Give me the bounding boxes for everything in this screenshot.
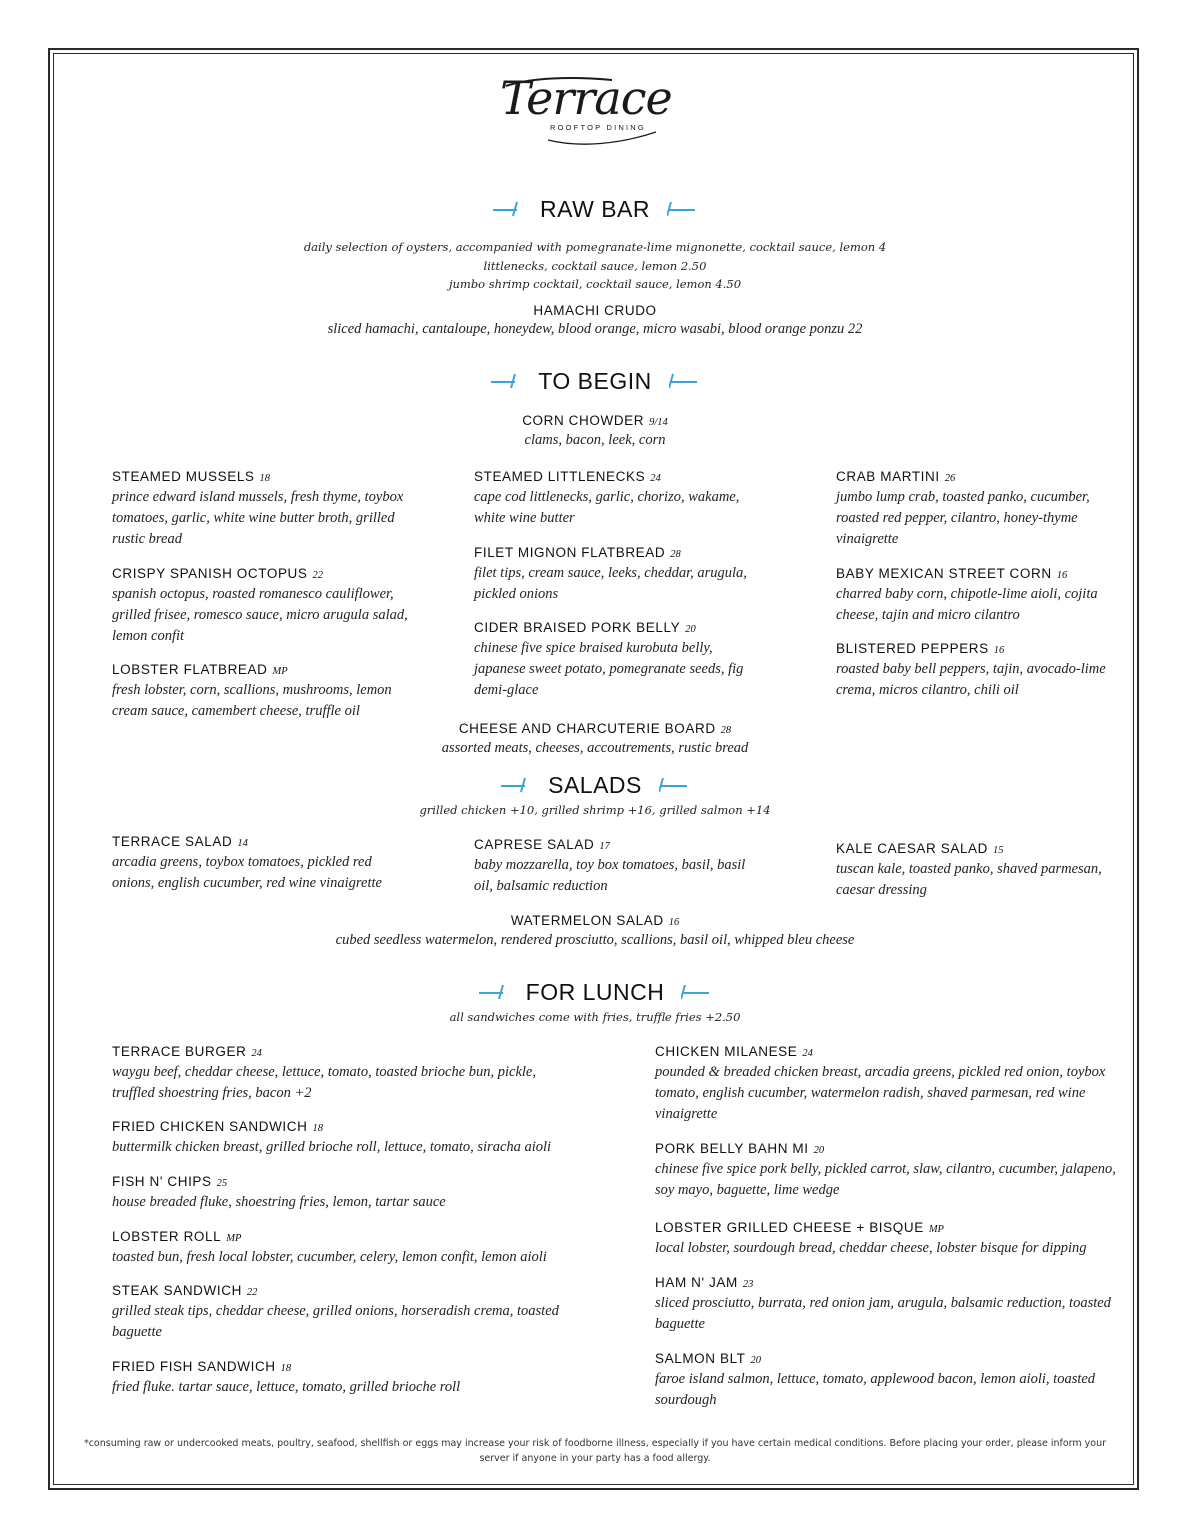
item-desc: prince edward island mussels, fresh thyme, toybox tomatoes, garlic, white wine butter broth, grilled rustic bread bbox=[112, 489, 404, 547]
item-desc: charred baby corn, chipotle-lime aioli, cojita cheese, tajin and micro cilantro bbox=[836, 586, 1098, 623]
heading-left-dash-icon bbox=[491, 373, 521, 389]
item-name: FRIED FISH SANDWICH bbox=[112, 1359, 276, 1374]
salads-heading bbox=[0, 772, 1190, 799]
corn-chowder-title bbox=[0, 413, 1190, 428]
item-price: 23 bbox=[742, 1279, 754, 1290]
item-desc: spanish octopus, roasted romanesco cauliflower, grilled frisee, romesco sauce, micro arugula salad, lemon confit bbox=[112, 586, 408, 644]
item-desc: waygu beef, cheddar cheese, lettuce, tomato, toasted brioche bun, pickle, truffled shoestring fries, bacon +2 bbox=[112, 1064, 536, 1101]
lunch-heading bbox=[0, 979, 1190, 1006]
item-name: LOBSTER GRILLED CHEESE + BISQUE bbox=[655, 1220, 924, 1235]
item-price: 20 bbox=[813, 1145, 825, 1156]
item-name: FISH N' CHIPS bbox=[112, 1174, 212, 1189]
menu-item bbox=[655, 1219, 1125, 1259]
item-name: STEAMED MUSSELS bbox=[112, 469, 255, 484]
item-price: 16 bbox=[993, 645, 1005, 656]
salads-note: grilled chicken +10, grilled shrimp +16, grilled salmon +14 bbox=[419, 803, 771, 817]
item-name: KALE CAESAR SALAD bbox=[836, 841, 989, 856]
item-name: CRISPY SPANISH OCTOPUS bbox=[112, 566, 308, 581]
item-name: STEAMED LITTLENECKS bbox=[474, 469, 646, 484]
item-desc: chinese five spice pork belly, pickled carrot, slaw, cilantro, cucumber, jalapeno, soy mayo, baguette, lime wedge bbox=[655, 1161, 1116, 1198]
hamachi-crudo-desc: sliced hamachi, cantaloupe, honeydew, blood orange, micro wasabi, blood orange ponzu 22 bbox=[327, 321, 863, 337]
item-price: 18 bbox=[259, 473, 271, 484]
menu-item bbox=[112, 468, 412, 550]
item-desc: cape cod littlenecks, garlic, chorizo, wakame, white wine butter bbox=[474, 489, 740, 526]
corn-chowder-desc: clams, bacon, leek, corn bbox=[524, 432, 666, 448]
item-name: CORN CHOWDER bbox=[522, 413, 645, 428]
menu-item bbox=[655, 1350, 1125, 1411]
heading-right-dash-icon bbox=[659, 777, 689, 793]
heading-right-dash-icon bbox=[681, 984, 711, 1000]
item-price: 15 bbox=[993, 845, 1004, 856]
item-price: 16 bbox=[668, 917, 680, 928]
menu-item bbox=[474, 619, 764, 701]
item-desc: arcadia greens, toybox tomatoes, pickled red onions, english cucumber, red wine vinaigrette bbox=[112, 854, 382, 891]
item-price: 18 bbox=[312, 1123, 323, 1134]
menu-item bbox=[836, 640, 1108, 701]
raw-bar-line: daily selection of oysters, accompanied with pomegranate-lime mignonette, cocktail sauce, lemon 4 bbox=[303, 240, 887, 254]
item-desc: buttermilk chicken breast, grilled brioche roll, lettuce, tomato, siracha aioli bbox=[112, 1139, 552, 1155]
item-name: BLISTERED PEPPERS bbox=[836, 641, 989, 656]
logo-swash-icon bbox=[500, 70, 670, 150]
charcuterie-desc: assorted meats, cheeses, accoutrements, rustic bread bbox=[441, 740, 749, 756]
menu-item bbox=[655, 1043, 1125, 1125]
item-name: CRAB MARTINI bbox=[836, 469, 940, 484]
heading-right-dash-icon bbox=[667, 201, 697, 217]
menu-item bbox=[836, 468, 1108, 550]
logo-wordmark: Terrace bbox=[500, 71, 672, 125]
item-price: 25 bbox=[216, 1178, 228, 1189]
item-price: 24 bbox=[251, 1048, 262, 1059]
menu-item bbox=[655, 1274, 1125, 1335]
raw-bar-heading bbox=[0, 196, 1190, 223]
item-name: LOBSTER FLATBREAD bbox=[112, 662, 268, 677]
item-desc: filet tips, cream sauce, leeks, cheddar, arugula, pickled onions bbox=[474, 565, 747, 602]
menu-item bbox=[112, 1118, 582, 1158]
item-name: SALMON BLT bbox=[655, 1351, 746, 1366]
terrace-logo bbox=[500, 70, 670, 150]
raw-bar-title: RAW BAR bbox=[540, 196, 650, 222]
item-desc: faroe island salmon, lettuce, tomato, applewood bacon, lemon aioli, toasted sourdough bbox=[655, 1371, 1096, 1408]
item-desc: sliced prosciutto, burrata, red onion jam, arugula, balsamic reduction, toasted baguette bbox=[655, 1295, 1111, 1332]
watermelon-salad-desc: cubed seedless watermelon, rendered prosciutto, scallions, basil oil, whipped bleu cheese bbox=[335, 932, 855, 948]
item-price: 28 bbox=[720, 725, 732, 736]
menu-item bbox=[474, 836, 764, 897]
to-begin-heading bbox=[0, 368, 1190, 395]
heading-right-dash-icon bbox=[669, 373, 699, 389]
item-name: CAPRESE SALAD bbox=[474, 837, 595, 852]
item-name: TERRACE SALAD bbox=[112, 834, 233, 849]
item-desc: roasted baby bell peppers, tajin, avocado-lime crema, micros cilantro, chili oil bbox=[836, 661, 1106, 698]
raw-bar-line: jumbo shrimp cocktail, cocktail sauce, lemon 4.50 bbox=[448, 277, 742, 291]
to-begin-title: TO BEGIN bbox=[538, 368, 652, 394]
menu-item bbox=[112, 661, 412, 722]
item-price: 20 bbox=[750, 1355, 762, 1366]
item-name: WATERMELON SALAD bbox=[510, 913, 664, 928]
item-price: 28 bbox=[670, 549, 681, 560]
item-desc: house breaded fluke, shoestring fries, lemon, tartar sauce bbox=[112, 1194, 446, 1210]
item-desc: toasted bun, fresh local lobster, cucumber, celery, lemon confit, lemon aioli bbox=[112, 1249, 547, 1265]
item-name: HAM N' JAM bbox=[655, 1275, 738, 1290]
watermelon-salad-title bbox=[0, 913, 1190, 928]
item-price: 18 bbox=[280, 1363, 292, 1374]
item-price: 20 bbox=[685, 624, 696, 635]
menu-item bbox=[655, 1140, 1125, 1201]
heading-left-dash-icon bbox=[479, 984, 509, 1000]
lunch-note: all sandwiches come with fries, truffle fries +2.50 bbox=[449, 1010, 741, 1024]
menu-item bbox=[112, 1173, 582, 1213]
item-price: MP bbox=[226, 1233, 242, 1244]
item-desc: grilled steak tips, cheddar cheese, grilled onions, horseradish crema, toasted baguette bbox=[112, 1303, 559, 1340]
logo-subtitle: ROOFTOP DINING bbox=[550, 123, 646, 132]
item-desc: jumbo lump crab, toasted panko, cucumber, roasted red pepper, cilantro, honey-thyme vinaigrette bbox=[836, 489, 1090, 547]
menu-item bbox=[474, 544, 764, 605]
item-name: BABY MEXICAN STREET CORN bbox=[836, 566, 1052, 581]
item-price: 22 bbox=[246, 1287, 258, 1298]
heading-left-dash-icon bbox=[501, 777, 531, 793]
item-desc: baby mozzarella, toy box tomatoes, basil, basil oil, balsamic reduction bbox=[474, 857, 746, 894]
item-price: 24 bbox=[650, 473, 661, 484]
item-name: STEAK SANDWICH bbox=[112, 1283, 242, 1298]
item-desc: fresh lobster, corn, scallions, mushrooms, lemon cream sauce, camembert cheese, truffle oil bbox=[112, 682, 392, 719]
item-desc: chinese five spice braised kurobuta belly, japanese sweet potato, pomegranate seeds, fig demi-glace bbox=[474, 640, 744, 698]
allergy-disclaimer: *consuming raw or undercooked meats, poultry, seafood, shellfish or eggs may increase your risk of foodborne illness, especially if you have certain medical conditions. Before placing your order, please inform your server if anyone in your party has a food allergy. bbox=[83, 1438, 1107, 1464]
menu-item bbox=[112, 1228, 582, 1268]
item-desc: tuscan kale, toasted panko, shaved parmesan, caesar dressing bbox=[836, 861, 1102, 898]
raw-bar-line: littlenecks, cocktail sauce, lemon 2.50 bbox=[483, 259, 707, 273]
lunch-title: FOR LUNCH bbox=[525, 979, 665, 1005]
item-price: 26 bbox=[944, 473, 956, 484]
item-name: FILET MIGNON FLATBREAD bbox=[474, 545, 666, 560]
item-price: MP bbox=[272, 666, 288, 677]
item-desc: fried fluke. tartar sauce, lettuce, tomato, grilled brioche roll bbox=[112, 1379, 461, 1395]
item-name: CHEESE AND CHARCUTERIE BOARD bbox=[458, 721, 716, 736]
item-name: CIDER BRAISED PORK BELLY bbox=[474, 620, 681, 635]
item-price: 24 bbox=[802, 1048, 813, 1059]
item-name: PORK BELLY BAHN MI bbox=[655, 1141, 809, 1156]
item-desc: pounded & breaded chicken breast, arcadia greens, pickled red onion, toybox tomato, english cucumber, watermelon radish, shaved parmesan, red wine vinaigrette bbox=[655, 1064, 1106, 1122]
menu-item bbox=[836, 565, 1108, 626]
hamachi-crudo-title: HAMACHI CRUDO bbox=[533, 303, 657, 318]
item-name: FRIED CHICKEN SANDWICH bbox=[112, 1119, 308, 1134]
item-name: CHICKEN MILANESE bbox=[655, 1044, 798, 1059]
menu-item bbox=[112, 565, 412, 647]
item-price: 9/14 bbox=[649, 417, 668, 428]
heading-left-dash-icon bbox=[493, 201, 523, 217]
menu-item bbox=[112, 833, 412, 894]
menu-item bbox=[112, 1043, 582, 1104]
menu-item bbox=[836, 840, 1108, 901]
item-price: 14 bbox=[237, 838, 248, 849]
item-desc: local lobster, sourdough bread, cheddar cheese, lobster bisque for dipping bbox=[655, 1240, 1087, 1256]
menu-item bbox=[112, 1282, 582, 1343]
item-price: MP bbox=[928, 1224, 944, 1235]
item-price: 16 bbox=[1056, 570, 1068, 581]
menu-item bbox=[474, 468, 764, 529]
menu-item bbox=[112, 1358, 582, 1398]
item-price: 17 bbox=[599, 841, 610, 852]
item-price: 22 bbox=[312, 570, 323, 581]
charcuterie-title bbox=[0, 721, 1190, 736]
salads-title: SALADS bbox=[548, 772, 642, 798]
item-name: TERRACE BURGER bbox=[112, 1044, 247, 1059]
item-name: LOBSTER ROLL bbox=[112, 1229, 222, 1244]
